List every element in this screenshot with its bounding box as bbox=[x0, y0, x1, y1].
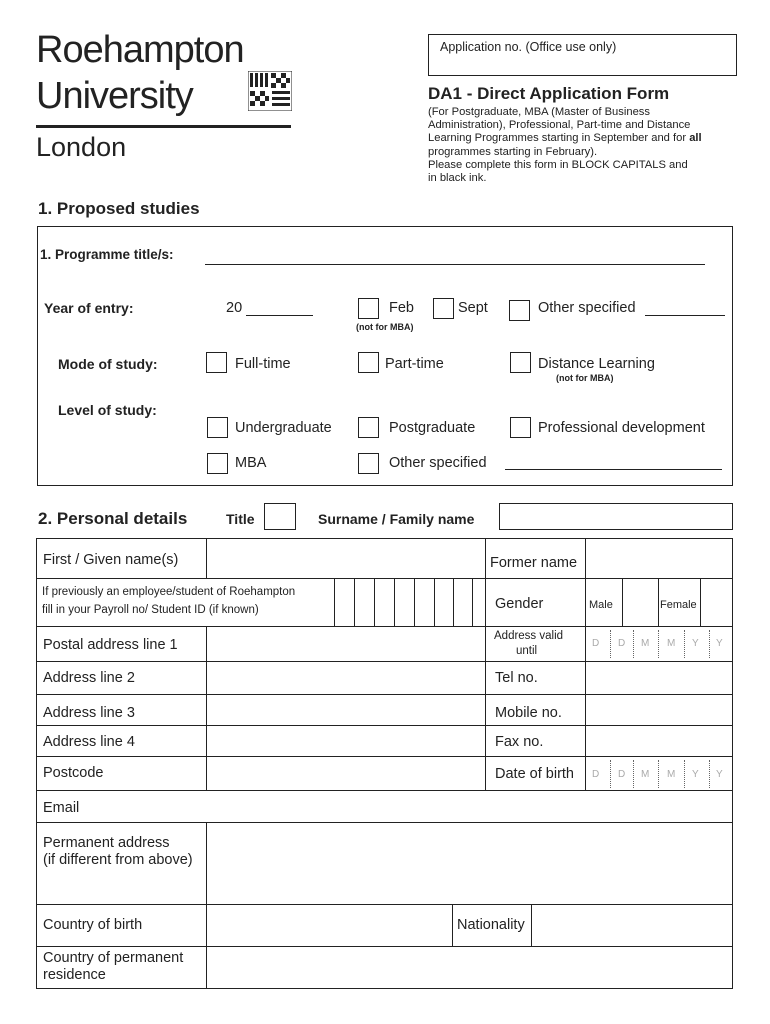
postcode-input[interactable] bbox=[207, 757, 485, 790]
mobile-label: Mobile no. bbox=[495, 705, 562, 721]
postgraduate-label: Postgraduate bbox=[389, 420, 476, 436]
permanent-address-label-2: (if different from above) bbox=[43, 852, 193, 868]
payroll-id-input[interactable] bbox=[335, 579, 472, 626]
title-label: Title bbox=[226, 511, 255, 527]
section1-heading: 1. Proposed studies bbox=[38, 199, 200, 218]
female-input[interactable] bbox=[701, 579, 732, 626]
country-of-birth-input[interactable] bbox=[207, 905, 452, 946]
dob-year-1-placeholder: Y bbox=[692, 769, 699, 780]
address-4-label: Address line 4 bbox=[43, 734, 135, 750]
address-2-label: Address line 2 bbox=[43, 670, 135, 686]
postal-address-1-label: Postal address line 1 bbox=[43, 637, 178, 653]
male-label: Male bbox=[589, 599, 613, 611]
logo-london: London bbox=[36, 132, 127, 162]
fax-label: Fax no. bbox=[495, 734, 544, 750]
date-of-birth-label: Date of birth bbox=[495, 766, 574, 782]
address-3-input[interactable] bbox=[207, 695, 485, 725]
first-name-input[interactable] bbox=[207, 539, 485, 578]
payroll-label-2: fill in your Payroll no/ Student ID (if known) bbox=[42, 604, 259, 616]
full-time-checkbox[interactable] bbox=[206, 352, 227, 373]
former-name-label: Former name bbox=[490, 555, 578, 571]
address-valid-until-input[interactable] bbox=[586, 627, 732, 661]
title-input[interactable] bbox=[264, 503, 296, 530]
dob-month-1-placeholder: M bbox=[641, 769, 650, 780]
office-use-label: Application no. (Office use only) bbox=[440, 40, 617, 54]
distance-label: Distance Learning bbox=[538, 356, 655, 372]
distance-note: (not for MBA) bbox=[556, 373, 614, 383]
surname-input[interactable] bbox=[499, 503, 733, 530]
tel-label: Tel no. bbox=[495, 670, 538, 686]
postcode-label: Postcode bbox=[43, 765, 104, 781]
surname-label: Surname / Family name bbox=[318, 511, 475, 527]
professional-label: Professional development bbox=[538, 420, 705, 436]
address-3-label: Address line 3 bbox=[43, 705, 135, 721]
professional-checkbox[interactable] bbox=[510, 417, 531, 438]
permanent-address-input[interactable] bbox=[207, 823, 732, 904]
logo-university: University bbox=[36, 75, 193, 117]
address-valid-label-2: until bbox=[516, 645, 538, 657]
dob-day-1-placeholder: D bbox=[592, 769, 600, 780]
part-time-checkbox[interactable] bbox=[358, 352, 379, 373]
office-use-box[interactable] bbox=[428, 34, 737, 76]
country-permanent-input[interactable] bbox=[207, 947, 732, 988]
university-crest-icon bbox=[248, 71, 292, 111]
nationality-label: Nationality bbox=[457, 917, 525, 933]
logo-roehampton: Roehampton bbox=[36, 29, 244, 71]
feb-label: Feb bbox=[389, 300, 414, 316]
gender-label: Gender bbox=[495, 596, 544, 612]
other-level-label: Other specified bbox=[389, 455, 487, 471]
email-label: Email bbox=[43, 800, 80, 816]
logo-divider bbox=[36, 125, 291, 128]
valid-month-1-placeholder: M bbox=[641, 638, 650, 649]
former-name-input[interactable] bbox=[586, 539, 732, 578]
programme-input[interactable] bbox=[205, 264, 705, 265]
valid-month-2-placeholder: M bbox=[667, 638, 676, 649]
part-time-label: Part-time bbox=[385, 356, 444, 372]
other-year-input[interactable] bbox=[645, 315, 725, 316]
form-description: (For Postgraduate, MBA (Master of Business Administration), Professional, Part-time and Distance Learning Programmes starting in September and for all programmes starting in February). Please complete this form in BLOCK CAPITALS and in black ink. bbox=[428, 106, 702, 185]
sept-label: Sept bbox=[458, 300, 488, 316]
other-year-checkbox[interactable] bbox=[509, 300, 530, 321]
fax-input[interactable] bbox=[586, 726, 732, 756]
date-of-birth-input[interactable] bbox=[586, 757, 732, 790]
dob-year-2-placeholder: Y bbox=[716, 769, 723, 780]
undergraduate-checkbox[interactable] bbox=[207, 417, 228, 438]
year-prefix: 20 bbox=[226, 300, 243, 316]
feb-checkbox[interactable] bbox=[358, 298, 379, 319]
sept-checkbox[interactable] bbox=[433, 298, 454, 319]
other-level-checkbox[interactable] bbox=[358, 453, 379, 474]
male-input[interactable] bbox=[623, 579, 658, 626]
payroll-label-1: If previously an employee/student of Roehampton bbox=[42, 586, 296, 598]
mode-label: Mode of study: bbox=[58, 356, 158, 372]
year-label: Year of entry: bbox=[44, 300, 134, 316]
level-label: Level of study: bbox=[58, 402, 157, 418]
mba-label: MBA bbox=[235, 455, 267, 471]
feb-note: (not for MBA) bbox=[356, 322, 414, 332]
female-label: Female bbox=[660, 599, 697, 611]
address-2-input[interactable] bbox=[207, 662, 485, 694]
country-permanent-label-1: Country of permanent bbox=[43, 950, 184, 966]
dob-month-2-placeholder: M bbox=[667, 769, 676, 780]
first-name-label: First / Given name(s) bbox=[43, 552, 179, 568]
postgraduate-checkbox[interactable] bbox=[358, 417, 379, 438]
programme-label: 1. Programme title/s: bbox=[40, 247, 174, 262]
undergraduate-label: Undergraduate bbox=[235, 420, 332, 436]
country-permanent-label-2: residence bbox=[43, 967, 106, 983]
mba-checkbox[interactable] bbox=[207, 453, 228, 474]
valid-year-1-placeholder: Y bbox=[692, 638, 699, 649]
dob-day-2-placeholder: D bbox=[618, 769, 626, 780]
section2-heading: 2. Personal details bbox=[38, 509, 188, 528]
permanent-address-label-1: Permanent address bbox=[43, 835, 170, 851]
distance-checkbox[interactable] bbox=[510, 352, 531, 373]
form-title: DA1 - Direct Application Form bbox=[428, 84, 670, 103]
valid-year-2-placeholder: Y bbox=[716, 638, 723, 649]
full-time-label: Full-time bbox=[235, 356, 291, 372]
mobile-input[interactable] bbox=[586, 695, 732, 725]
address-valid-label-1: Address valid bbox=[494, 630, 564, 642]
other-level-input[interactable] bbox=[505, 469, 722, 470]
other-year-label: Other specified bbox=[538, 300, 636, 316]
email-input[interactable] bbox=[37, 791, 732, 822]
postal-address-1-input[interactable] bbox=[207, 627, 485, 661]
address-4-input[interactable] bbox=[207, 726, 485, 756]
nationality-input[interactable] bbox=[532, 905, 732, 946]
valid-day-1-placeholder: D bbox=[592, 638, 600, 649]
country-of-birth-label: Country of birth bbox=[43, 917, 143, 933]
tel-input[interactable] bbox=[586, 662, 732, 694]
valid-day-2-placeholder: D bbox=[618, 638, 626, 649]
year-input[interactable] bbox=[246, 315, 313, 316]
